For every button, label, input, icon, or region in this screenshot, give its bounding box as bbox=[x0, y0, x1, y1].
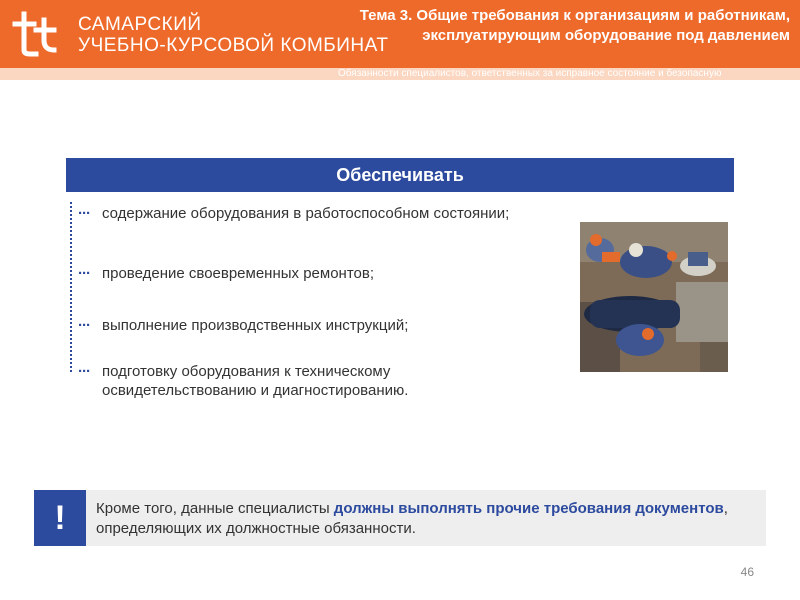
bullet-icon: ··· bbox=[78, 363, 90, 380]
bullet-icon: ··· bbox=[78, 265, 90, 282]
bullet-icon: ··· bbox=[78, 317, 90, 334]
logo-line2: УЧЕБНО-КУРСОВОЙ КОМБИНАТ bbox=[78, 35, 389, 56]
note-highlight: должны выполнять прочие требования документов bbox=[333, 500, 724, 517]
note-box bbox=[34, 490, 766, 546]
logo[interactable] bbox=[12, 8, 389, 60]
header-bar bbox=[0, 0, 800, 68]
note-text-part2: , определяющих их должностные обязанности. bbox=[96, 500, 728, 537]
section-title: Обеспечивать bbox=[66, 158, 734, 192]
list-item bbox=[78, 362, 528, 400]
list-item-text: содержание оборудования в работоспособном состоянии; bbox=[102, 205, 510, 222]
note-text-part1: Кроме того, данные специалисты bbox=[96, 500, 334, 517]
page-title: Тема 3. Общие требования к организациям и работникам, эксплуатирующим оборудование под давлением bbox=[359, 7, 790, 44]
dotted-divider bbox=[70, 202, 72, 372]
list-item-text: подготовку оборудования к техническому освидетельствованию и диагностированию. bbox=[102, 363, 409, 399]
list-item-text: проведение своевременных ремонтов; bbox=[102, 265, 374, 282]
note-text bbox=[96, 499, 756, 539]
list-item bbox=[78, 264, 528, 283]
list-item bbox=[78, 204, 528, 223]
workers-photo bbox=[580, 222, 728, 372]
logo-line1: САМАРСКИЙ bbox=[78, 14, 202, 35]
page-subtitle: Обязанности специалистов, ответственных за исправное состояние и безопасную bbox=[338, 68, 722, 79]
tt-logo-icon bbox=[12, 10, 66, 58]
list-item-text: выполнение производственных инструкций; bbox=[102, 317, 409, 334]
requirements-list bbox=[66, 198, 536, 404]
list-item bbox=[78, 316, 528, 335]
bullet-icon: ··· bbox=[78, 205, 90, 222]
exclamation-icon: ! bbox=[34, 490, 86, 546]
page-number: 46 bbox=[740, 565, 754, 579]
